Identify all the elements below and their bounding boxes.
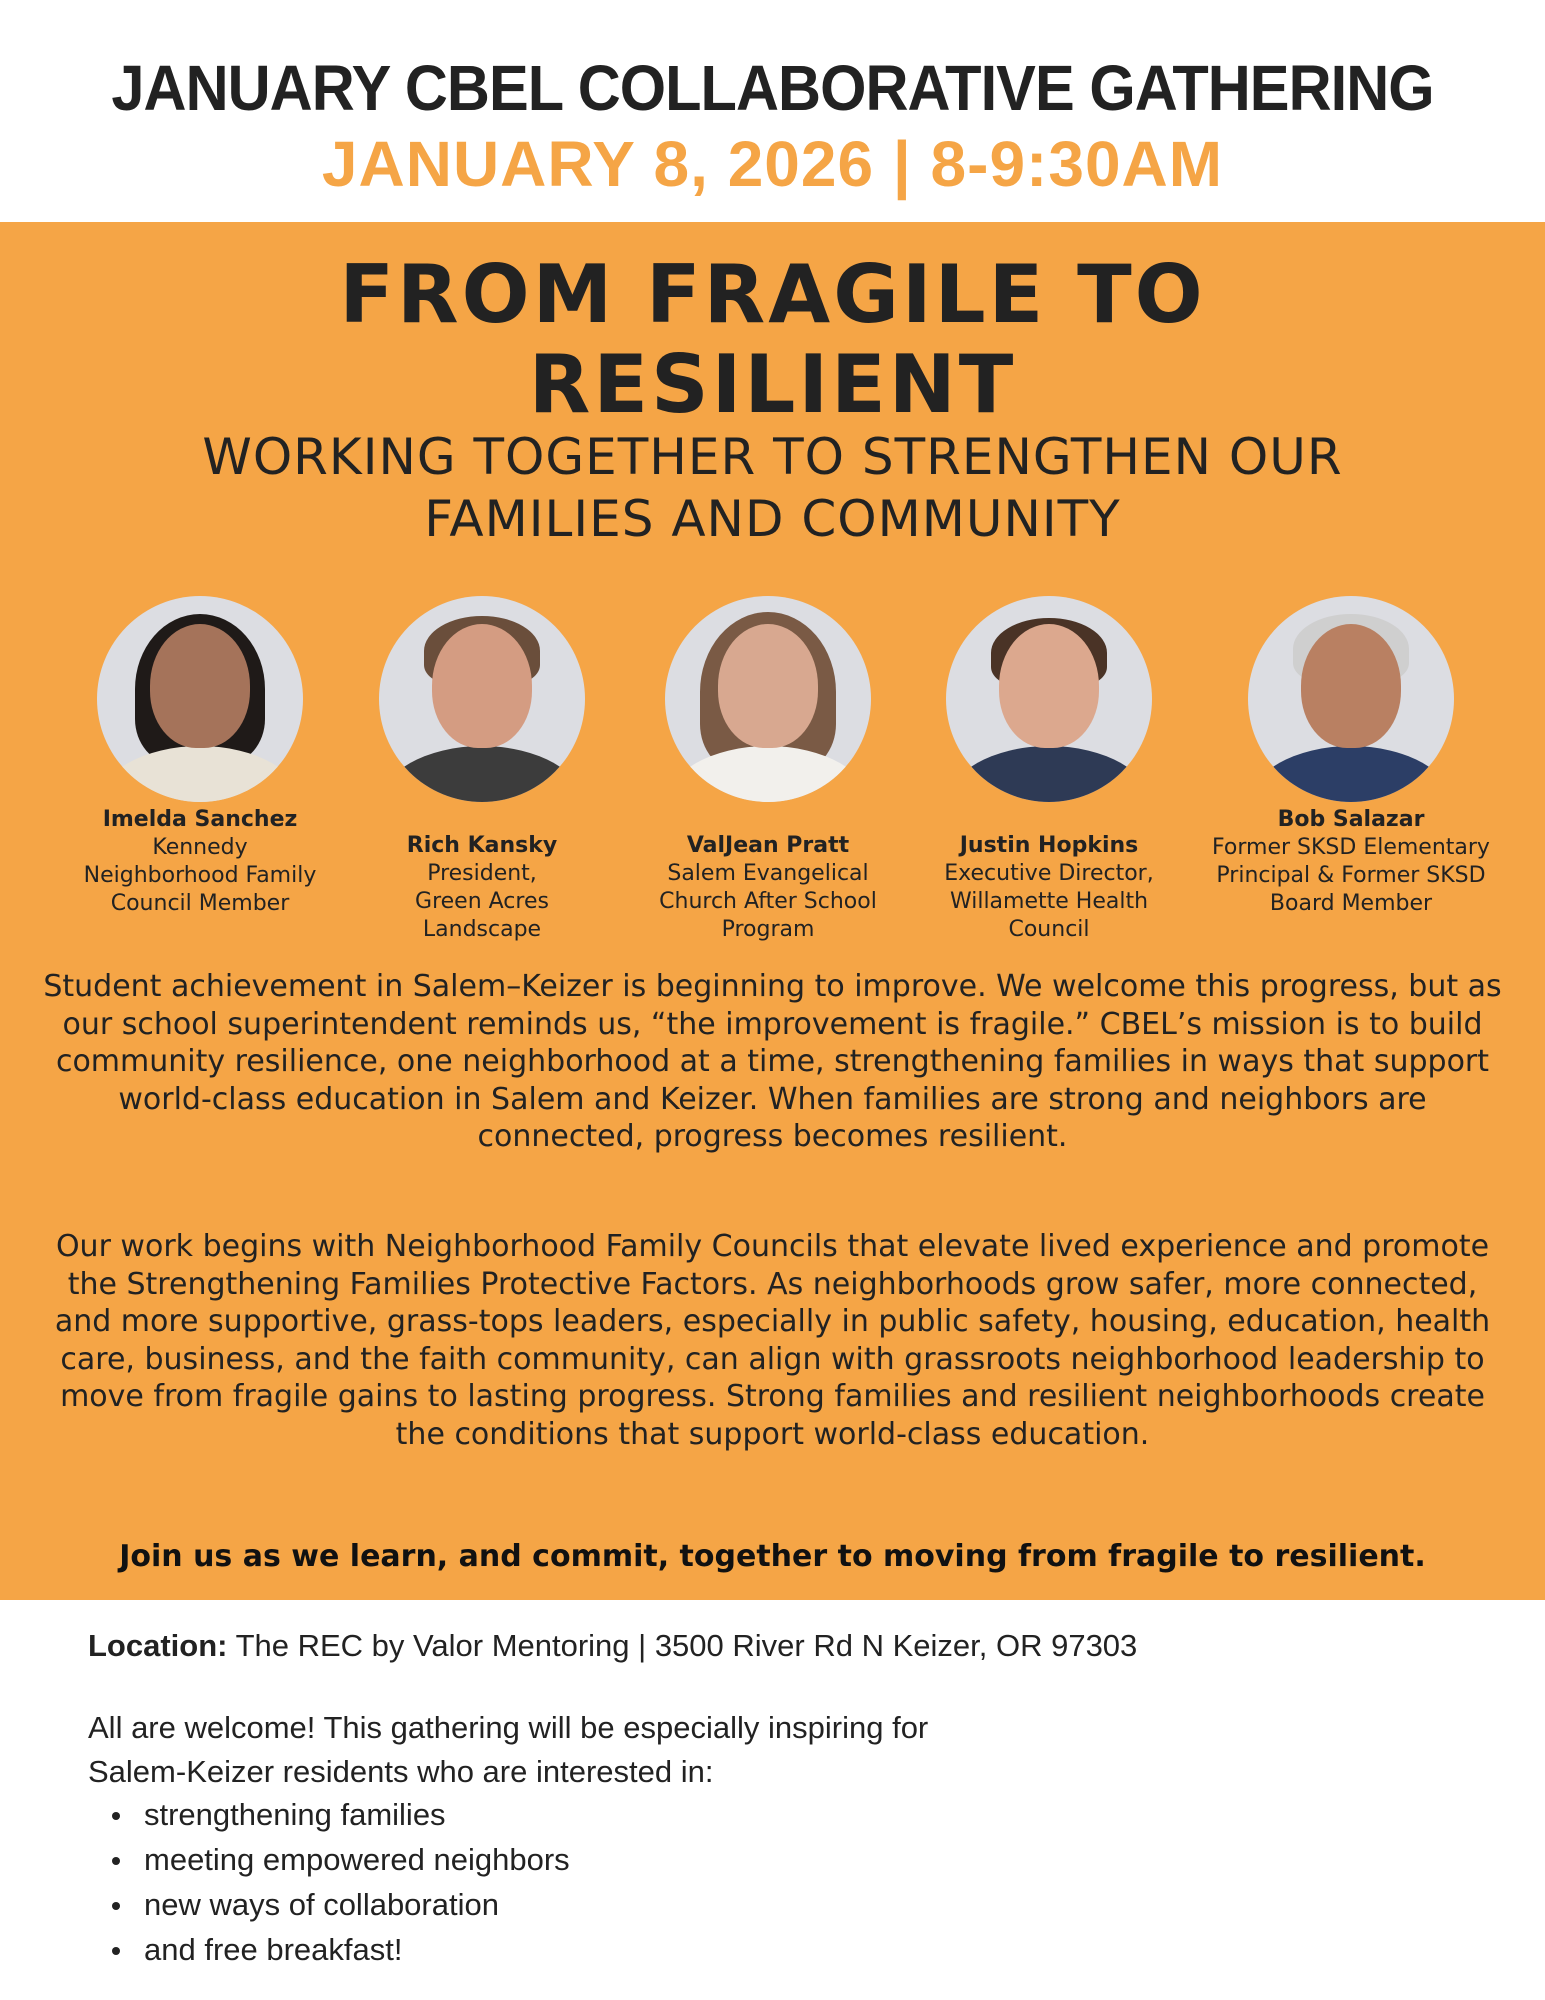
speaker-role: Salem Evangelical Church After School Program <box>659 861 877 942</box>
speaker-card <box>35 596 365 918</box>
main-title-line2: RESILIENT <box>528 338 1017 431</box>
speaker-role: Executive Director, Willamette Health Council <box>944 861 1154 942</box>
footer <box>0 1600 1545 2000</box>
speaker-card <box>1186 596 1516 918</box>
main-title-line1: FROM FRAGILE TO <box>339 248 1206 341</box>
orange-panel <box>0 222 1545 1600</box>
subtitle <box>0 426 1545 550</box>
speaker-card <box>884 596 1214 944</box>
callout: Join us as we learn, and commit, together to moving from fragile to resilient. <box>119 1539 1426 1574</box>
speaker-photo <box>1248 596 1454 802</box>
list-item: new ways of collaboration <box>110 1882 570 1927</box>
location-value: The REC by Valor Mentoring | 3500 River Rd N Keizer, OR 97303 <box>235 1628 1138 1663</box>
speaker-role: President, Green Acres Landscape <box>415 861 549 942</box>
header <box>0 0 1545 222</box>
list-item: meeting empowered neighbors <box>110 1837 570 1882</box>
main-title <box>0 250 1545 430</box>
speaker-name: Imelda Sanchez <box>102 807 298 832</box>
list-item: and free breakfast! <box>110 1927 570 1972</box>
list-item: strengthening families <box>110 1792 570 1837</box>
speaker-photo <box>379 596 585 802</box>
event-title: JANUARY CBEL COLLABORATIVE GATHERING <box>111 52 1434 124</box>
interest-list <box>110 1792 570 1972</box>
paragraph-1: Student achievement in Salem–Keizer is beginning to improve. We welcome this progress, but as our school superintendent reminds us, “the improvement is fragile.” CBEL’s mission is to build community resilience, one neighborhood at a time, strengthening families in ways that support world-class education in Salem and Keizer. When families are strong and neighbors are connected, progress becomes resilient. <box>43 969 1502 1154</box>
event-date: JANUARY 8, 2026 | 8-9:30AM <box>321 128 1224 200</box>
welcome-text: All are welcome! This gathering will be especially inspiring for Salem-Keizer residents who are interested in: <box>88 1710 929 1789</box>
speaker-name: Rich Kansky <box>406 833 558 858</box>
speaker-photo <box>665 596 871 802</box>
speaker-name: Justin Hopkins <box>959 833 1139 858</box>
speaker-photo <box>97 596 303 802</box>
location-label: Location: <box>88 1628 228 1663</box>
location-line <box>88 1626 1137 1666</box>
speaker-name: ValJean Pratt <box>686 833 850 858</box>
speaker-name: Bob Salazar <box>1277 807 1425 832</box>
subtitle-line2: FAMILIES AND COMMUNITY <box>424 490 1121 548</box>
subtitle-line1: WORKING TOGETHER TO STRENGTHEN OUR <box>202 428 1343 486</box>
paragraph-2: Our work begins with Neighborhood Family Councils that elevate lived experience and promote the Strengthening Families Protective Factors. As neighborhoods grow safer, more connected, and more supportive, grass-tops leaders, especially in public safety, housing, education, health care, business, and the faith community, can align with grassroots neighborhood leadership to move from fragile gains to lasting progress. Strong families and resilient neighborhoods create the conditions that support world-class education. <box>54 1229 1491 1452</box>
speaker-photo <box>946 596 1152 802</box>
speaker-card <box>317 596 647 944</box>
speaker-role: Kennedy Neighborhood Family Council Member <box>83 835 317 916</box>
speaker-role: Former SKSD Elementary Principal & Former SKSD Board Member <box>1212 835 1490 916</box>
